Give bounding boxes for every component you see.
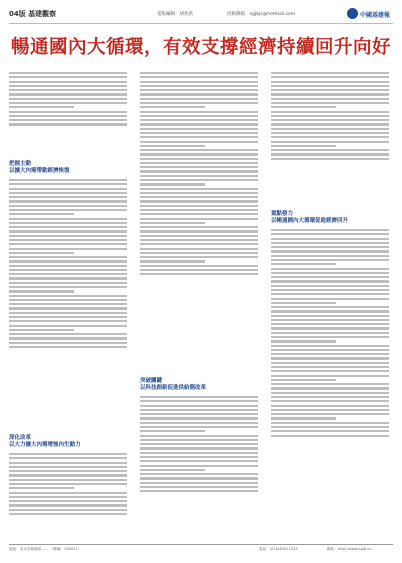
section-subhead-2: 深化改革 以大力擴大內需增強內生動力 <box>9 435 81 448</box>
page-footer <box>9 547 393 557</box>
body-text-block <box>271 70 389 208</box>
article-column-3 <box>271 70 389 537</box>
body-text-block <box>9 451 127 551</box>
submission-email: 投稿郵箱：xgjbjs@hotmail.com <box>227 12 296 17</box>
newspaper-logo <box>347 7 393 21</box>
footer-website: 網址：http://www.xgjb.cn <box>327 547 372 551</box>
logo-text: 中國基建報 <box>360 12 391 19</box>
header-divider <box>9 23 393 24</box>
footer-phone: 電話：(010)64411229 <box>259 547 298 551</box>
footer-divider <box>9 544 393 545</box>
page-section-label: 04版 基建觀察 <box>9 10 57 18</box>
article-column-1 <box>9 70 127 551</box>
body-text-block <box>9 177 127 432</box>
body-text-block <box>140 70 258 375</box>
body-text-block <box>9 70 127 158</box>
page-header <box>9 6 393 24</box>
section-subhead-4: 重點發力 以暢通國內大循環促進經濟回升 <box>271 211 349 224</box>
footer-address: 地址：北京市朝陽區 ……（郵編：100021） <box>9 547 82 551</box>
editor-credit: 電版編輯：胡兆新 <box>157 12 193 17</box>
body-text-block <box>140 394 258 544</box>
section-subhead-3: 突破關鍵 以科技創新促進供給側改革 <box>140 378 207 391</box>
logo-emblem-icon <box>347 8 358 19</box>
section-subhead-1: 把握主動 以擴大內需帶動經濟恢復 <box>9 161 70 174</box>
article-headline: 暢通國內大循環，有效支撐經濟持續回升向好 <box>10 37 391 58</box>
body-text-block <box>271 227 389 537</box>
article-column-2 <box>140 70 258 544</box>
